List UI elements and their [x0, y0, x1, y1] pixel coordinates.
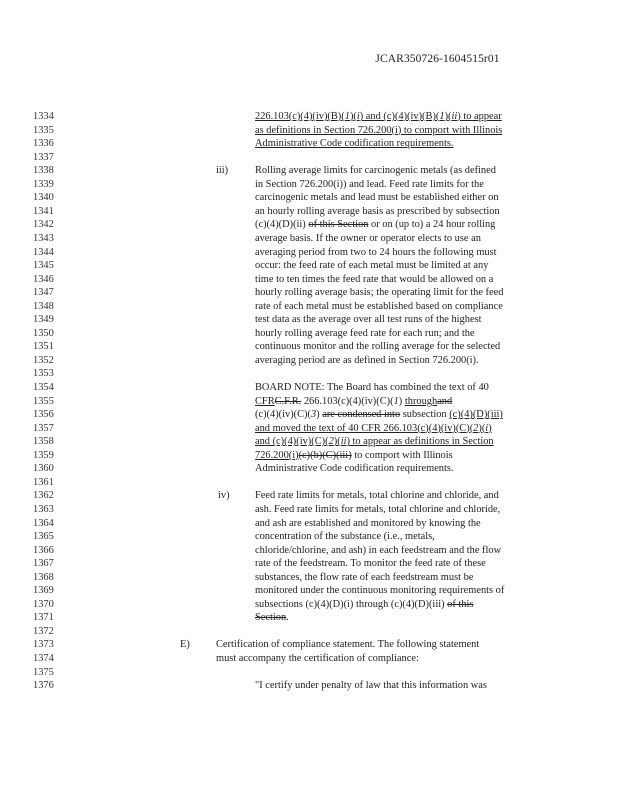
document-line — [0, 462, 625, 476]
document-line — [0, 544, 625, 558]
line-text — [255, 164, 496, 178]
line-text — [255, 611, 289, 625]
line-text — [255, 354, 479, 368]
document-line — [0, 327, 625, 341]
line-number: 1344 — [33, 246, 54, 258]
line-number: 1376 — [33, 680, 54, 692]
line-number: 1347 — [33, 287, 54, 299]
text-run: averaging period are as defined in Section 726.200(i). — [255, 354, 479, 366]
text-run: hourly rolling average feed rate for each run; and the — [255, 327, 475, 339]
text-run: or on (up to) a 24 hour rolling — [368, 219, 496, 231]
text-run: 266.103(c)(4)(iv)(C)( — [301, 395, 394, 407]
line-number: 1353 — [33, 368, 54, 380]
text-run: ) — [316, 409, 323, 421]
document-line — [0, 381, 625, 395]
document-line — [0, 164, 625, 178]
document-line — [0, 273, 625, 287]
line-number: 1351 — [33, 341, 54, 353]
line-text — [255, 232, 481, 246]
list-marker: iii) — [216, 165, 229, 177]
line-number: 1346 — [33, 273, 54, 285]
document-line — [0, 598, 625, 612]
text-run: chloride/chlorine, and ash) in each feedstream and the flow — [255, 544, 502, 556]
line-number: 1356 — [33, 409, 54, 421]
line-number: 1341 — [33, 205, 54, 217]
text-run: Feed rate limits for metals, total chlorine and chloride, and — [255, 490, 499, 502]
text-run: test data as the average over all test runs of the highest — [255, 314, 482, 326]
inserted-text: 726.200(i) — [255, 449, 299, 461]
inserted-text: )( — [349, 111, 357, 122]
line-text — [255, 584, 504, 598]
line-number: 1340 — [33, 192, 54, 204]
line-number: 1361 — [33, 476, 54, 488]
line-text — [255, 422, 492, 436]
list-marker: E) — [180, 639, 190, 651]
line-text — [255, 340, 500, 354]
inserted-text: ) to appear — [457, 111, 502, 122]
text-run: and ash are established and monitored by knowing the — [255, 517, 481, 529]
line-text — [255, 435, 494, 449]
document-line — [0, 259, 625, 273]
line-number: 1337 — [33, 151, 54, 163]
text-run: monitored under the continuous monitoring requirements of — [255, 585, 505, 597]
document-line — [0, 530, 625, 544]
text-run: "I certify under penalty of law that this information was — [255, 680, 487, 692]
line-text — [255, 218, 495, 232]
line-text — [255, 110, 502, 124]
document-line — [0, 367, 625, 381]
inserted-text: )( — [333, 436, 341, 448]
text-run: (c)(4)(D)(ii) — [255, 219, 309, 231]
text-run: average basis. If the owner or operator elects to use an — [255, 232, 481, 244]
document-header — [0, 53, 625, 65]
line-text — [255, 286, 503, 300]
line-number: 1358 — [33, 436, 54, 448]
document-line — [0, 666, 625, 680]
line-number: 1336 — [33, 138, 54, 150]
deleted-text: Section — [255, 612, 287, 624]
line-text — [255, 381, 489, 395]
text-run: Certification of compliance statement. The following statement — [216, 639, 480, 651]
line-text — [255, 679, 487, 693]
line-number: 1363 — [33, 503, 54, 515]
line-number: 1355 — [33, 395, 54, 407]
line-number: 1354 — [33, 382, 54, 393]
document-line — [0, 340, 625, 354]
document-line — [0, 571, 625, 585]
text-run: Administrative Code codification requirements. — [255, 463, 454, 475]
text-run: concentration of the substance (i.e., metals, — [255, 531, 435, 543]
document-line — [0, 178, 625, 192]
document-id: JCAR350726-1604515r01 — [375, 53, 500, 65]
line-text — [255, 313, 482, 327]
inserted-text: i — [356, 111, 360, 122]
line-text — [255, 544, 501, 558]
inserted-text: 1 — [439, 111, 445, 122]
line-text — [255, 137, 454, 151]
line-number: 1362 — [33, 490, 54, 502]
deleted-text: and — [437, 395, 453, 407]
line-number: 1350 — [33, 327, 54, 339]
line-text — [255, 503, 500, 517]
text-run: occur: the feed rate of each metal must be limited at any — [255, 260, 489, 272]
document-line — [0, 110, 625, 124]
inserted-text: 226.103(c)(4)(iv)(B)( — [255, 111, 345, 122]
line-text — [255, 408, 503, 422]
line-text — [255, 246, 497, 260]
line-text — [255, 489, 499, 503]
document-line — [0, 638, 625, 652]
text-run: averaging period from two to 24 hours the following must — [255, 246, 497, 258]
text-run: subsection — [400, 409, 450, 421]
line-number: 1360 — [33, 463, 54, 475]
text-run: ) — [398, 395, 405, 407]
document-line — [0, 611, 625, 625]
document-line — [0, 191, 625, 205]
line-text — [255, 449, 453, 463]
line-text — [255, 530, 435, 544]
text-run: hourly rolling average basis; the operating limit for the feed — [255, 287, 504, 299]
line-number: 1342 — [33, 219, 54, 231]
document-line — [0, 395, 625, 409]
text-run: . — [286, 612, 289, 624]
line-number: 1373 — [33, 639, 54, 651]
line-text — [255, 300, 503, 314]
text-run: time to ten times the feed rate that would be allowed on a — [255, 273, 494, 285]
line-number: 1374 — [33, 653, 54, 664]
deleted-text: of this Section — [308, 219, 369, 231]
text-run: 3 — [310, 409, 317, 421]
document-line — [0, 205, 625, 219]
line-text — [255, 327, 475, 341]
line-number: 1367 — [33, 558, 54, 570]
text-run: carcinogenic metals and lead must be established either on — [255, 192, 499, 204]
line-text — [255, 259, 488, 273]
inserted-text: and (c)(4)(iv)(C)( — [255, 436, 329, 448]
inserted-text: 1 — [344, 111, 350, 122]
text-run: subsections (c)(4)(D)(i) through (c)(4)(D)(iii) — [255, 598, 448, 610]
line-number: 1349 — [33, 314, 54, 326]
inserted-text: ) — [488, 422, 492, 434]
line-text — [255, 462, 454, 476]
line-text — [216, 652, 419, 666]
line-text — [216, 638, 479, 652]
line-number: 1352 — [33, 354, 54, 366]
line-number: 1359 — [33, 449, 54, 461]
line-text — [255, 557, 486, 571]
deleted-text: of this — [447, 598, 474, 610]
inserted-text: i — [485, 422, 489, 434]
text-run: must accompany the certification of compliance: — [216, 653, 419, 664]
line-number: 1368 — [33, 571, 54, 583]
line-number: 1339 — [33, 178, 54, 190]
document-line — [0, 408, 625, 422]
text-run: rate of the feedstream. To monitor the feed rate of these — [255, 558, 486, 570]
line-text — [255, 598, 473, 612]
text-run: in Section 726.200(i)) and lead. Feed rate limits for the — [255, 178, 484, 190]
inserted-text: as definitions in Section 726.200(i) to comport with Illinois — [255, 124, 503, 136]
deleted-text: C.F.R. — [274, 395, 302, 407]
document-line — [0, 625, 625, 639]
document-line — [0, 449, 625, 463]
document-line — [0, 151, 625, 165]
text-run: (c)(4)(iv)(C)( — [255, 409, 311, 421]
deleted-text: (c)(b)(C)(iii) — [298, 449, 352, 461]
document-line — [0, 354, 625, 368]
document-line — [0, 652, 625, 666]
document-line — [0, 476, 625, 490]
list-marker: iv) — [218, 490, 230, 502]
document-line — [0, 246, 625, 260]
text-run: continuous monitor and the rolling average for the selected — [255, 341, 501, 353]
inserted-text: CFR — [255, 395, 275, 407]
document-line — [0, 679, 625, 693]
document-line — [0, 286, 625, 300]
text-run: BOARD NOTE: The Board has combined the text of 40 — [255, 382, 489, 393]
inserted-text: )( — [444, 111, 452, 122]
line-text — [255, 178, 484, 192]
line-text — [255, 191, 499, 205]
document-line — [0, 232, 625, 246]
line-text — [255, 395, 452, 409]
line-number: 1343 — [33, 232, 54, 244]
text-run: to comport with Illinois — [351, 449, 453, 461]
line-number: 1357 — [33, 422, 54, 434]
line-number: 1370 — [33, 598, 54, 610]
document-line — [0, 137, 625, 151]
text-run: 1 — [393, 395, 399, 407]
document-line — [0, 422, 625, 436]
text-run: rate of each metal must be established based on compliance — [255, 300, 503, 312]
inserted-text: and moved the text of 40 CFR 266.103(c)(4)(iv)(C)( — [255, 422, 474, 434]
document-line — [0, 435, 625, 449]
line-number: 1371 — [33, 612, 54, 624]
line-number: 1375 — [33, 666, 54, 678]
deleted-text: are condensed into — [322, 409, 401, 421]
line-number: 1345 — [33, 260, 54, 272]
inserted-text: ii — [451, 111, 458, 122]
inserted-text: ii — [340, 436, 347, 448]
inserted-text: ) and (c)(4)(iv)(B)( — [359, 111, 440, 122]
document-line — [0, 517, 625, 531]
line-text — [255, 571, 473, 585]
inserted-text: 2 — [473, 422, 479, 434]
inserted-text: through — [404, 395, 438, 407]
document-line — [0, 300, 625, 314]
inserted-text: Administrative Code codification requirements. — [255, 138, 454, 150]
line-number: 1372 — [33, 625, 54, 637]
document-line — [0, 489, 625, 503]
text-run: ash. Feed rate limits for metals, total chlorine and chloride, — [255, 503, 501, 515]
document-line — [0, 584, 625, 598]
line-text — [255, 205, 500, 219]
document-line — [0, 503, 625, 517]
line-number: 1365 — [33, 531, 54, 543]
document-line — [0, 218, 625, 232]
line-number: 1348 — [33, 300, 54, 312]
inserted-text: (c)(4)(D)(iii) — [449, 409, 503, 421]
line-text — [255, 273, 493, 287]
inserted-text: 2 — [328, 436, 334, 448]
line-text — [255, 517, 481, 531]
inserted-text: ) to appear as definitions in Section — [346, 436, 494, 448]
line-number: 1369 — [33, 585, 54, 597]
line-number: 1334 — [33, 111, 54, 122]
text-run: substances, the flow rate of each feedstream must be — [255, 571, 474, 583]
text-run: Rolling average limits for carcinogenic metals (as defined — [255, 165, 496, 177]
inserted-text: )( — [478, 422, 486, 434]
document-line — [0, 557, 625, 571]
line-text — [255, 124, 502, 138]
text-run: an hourly rolling average basis as prescribed by subsection — [255, 205, 500, 217]
line-number: 1335 — [33, 124, 54, 136]
line-number: 1364 — [33, 517, 54, 529]
document-line — [0, 124, 625, 138]
line-number: 1366 — [33, 544, 54, 556]
line-number: 1338 — [33, 165, 54, 177]
document-line — [0, 313, 625, 327]
